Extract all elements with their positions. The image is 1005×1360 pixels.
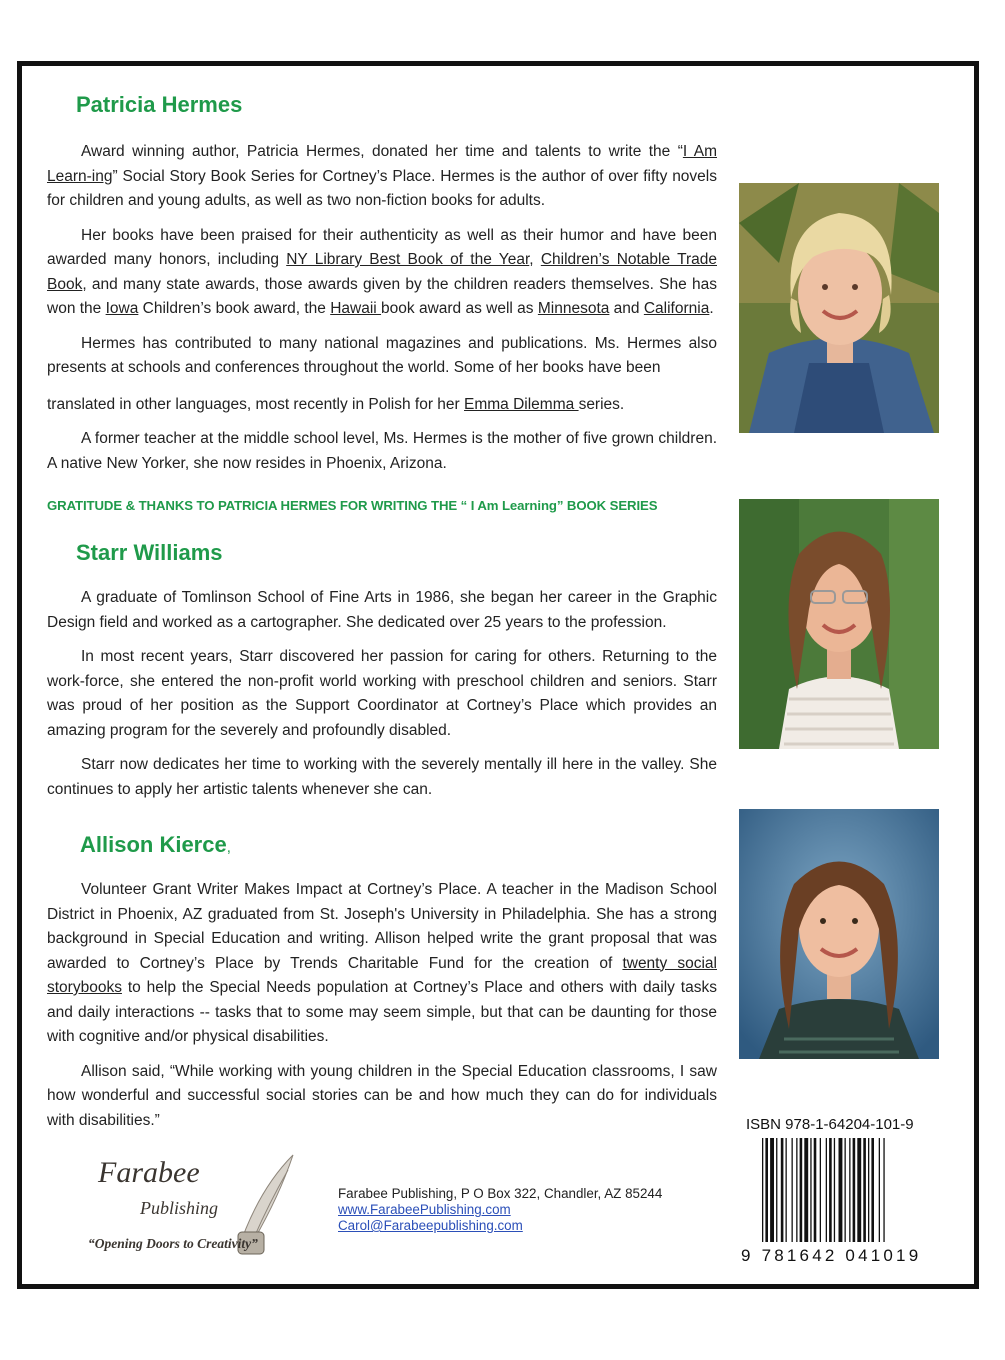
barcode-bar — [796, 1138, 797, 1242]
author-name-kierce: Allison Kierce, — [80, 832, 231, 857]
barcode — [760, 1138, 920, 1248]
barcode-bar — [804, 1138, 808, 1242]
author-name-williams: Starr Williams — [76, 540, 223, 565]
barcode-bar — [765, 1138, 768, 1242]
author-name-hermes: Patricia Hermes — [76, 92, 243, 117]
barcode-bar — [820, 1138, 821, 1242]
barcode-bar — [853, 1138, 856, 1242]
barcode-bar — [857, 1138, 861, 1242]
publisher-website-link[interactable]: www.FarabeePublishing.com — [338, 1202, 511, 1217]
bio-paragraph: In most recent years, Starr discovered her passion for caring for others. Returning to the work-force, she entered the non-profit world working with preschool children and seniors. Starr was proud of her position as the Support Coordinator at Cortney’s Place which provides an amazing program for the severely and profoundly disabled. — [47, 648, 717, 739]
series-link[interactable]: I Am Learn-ing — [47, 143, 717, 185]
barcode-bar — [879, 1138, 880, 1242]
isbn-label: ISBN 978-1-64204-101-9 — [746, 1116, 914, 1133]
barcode-bar — [868, 1138, 869, 1242]
barcode-bar — [849, 1138, 850, 1242]
photo-allison-kierce — [739, 809, 939, 1059]
publisher-email-link[interactable]: Carol@Farabeepublishing.com — [338, 1218, 523, 1233]
logo-tagline: “Opening Doors to Creativity” — [88, 1236, 258, 1251]
gratitude-banner: GRATITUDE & THANKS TO PATRICIA HERMES FOR WRITING THE “ I Am Learning” BOOK SERIES — [47, 498, 658, 513]
publisher-address: Farabee Publishing, P O Box 322, Chandler, AZ 85244 — [338, 1186, 663, 1201]
award-link[interactable]: California — [643, 300, 710, 317]
award-link[interactable]: Hawaii — [330, 300, 382, 317]
award-link[interactable]: Iowa — [105, 300, 139, 317]
barcode-bar — [770, 1138, 774, 1242]
bio-paragraph: Hermes has contributed to many national magazines and publications. Ms. Hermes also presents at schools and conferences throughout the world. Some of her books have been — [47, 334, 717, 376]
bio-paragraph: Her books have been praised for their authenticity as well as their humor and have been awarded many honors, including NY Library Best Book of the Year, Children’s Notable Trade Book, and many state awards, those awards given by the children readers themselves. She has won the Iowa Children’s book award, the Hawaii book award as well as Minnesota and California. — [47, 226, 717, 317]
logo-subtitle: Publishing — [140, 1198, 219, 1218]
photo-patricia-hermes — [739, 183, 939, 433]
bio-paragraph: Starr now dedicates her time to working with the severely mentally ill here in the valley. She continues to apply her artistic talents whenever she can. — [47, 756, 717, 798]
barcode-bar — [839, 1138, 843, 1242]
barcode-bar — [863, 1138, 866, 1242]
barcode-bar — [845, 1138, 846, 1242]
bio-paragraph: A former teacher at the middle school level, Ms. Hermes is the mother of five grown children. A native New Yorker, she now resides in Phoenix, Arizona. — [47, 430, 717, 472]
farabee-logo — [88, 1150, 308, 1262]
bio-paragraph: Award winning author, Patricia Hermes, donated her time and talents to write the “I Am Learn-ing” Social Story Book Series for Cortney’s Place. Hermes is the author of over fifty novels for children and young adults, as well as two non-fiction books for adults. — [47, 143, 717, 209]
barcode-bar — [800, 1138, 803, 1242]
barcode-bar — [762, 1138, 763, 1242]
award-link[interactable]: NY Library Best Book of the Year — [286, 251, 530, 268]
barcode-bar — [792, 1138, 793, 1242]
barcode-bar — [814, 1138, 817, 1242]
award-link[interactable]: Children’s Notable Trade Book — [47, 251, 717, 293]
bio-hermes — [47, 140, 717, 486]
publisher-info — [338, 1186, 662, 1234]
barcode-bar — [786, 1138, 787, 1242]
barcode-bar — [883, 1138, 884, 1242]
barcode-bar — [834, 1138, 835, 1242]
award-link[interactable]: Minnesota — [537, 300, 610, 317]
book-link[interactable]: Emma Dilemma — [464, 395, 579, 413]
bio-paragraph: Volunteer Grant Writer Makes Impact at Cortney’s Place. A teacher in the Madison School District in Phoenix, AZ graduated from St. Joseph's University in Philadelphia. She has a strong background in Special Education and writing. Allison helped write the grant proposal that was awarded to Cortney’s Place by Trends Charitable Fund for the creation of twenty social storybooks to help the Special Needs population at Cortney’s Place and others with daily tasks and daily interactions -- tasks that to some may seem simple, but that can be daunting for those with cognitive and/or physical disabilities. — [47, 881, 717, 1045]
barcode-digits: 9 781642 041019 — [741, 1246, 922, 1265]
photo-starr-williams — [739, 499, 939, 749]
barcode-bar — [826, 1138, 827, 1242]
bio-kierce — [47, 878, 717, 1143]
barcode-bar — [810, 1138, 811, 1242]
barcode-bar — [776, 1138, 777, 1242]
bio-paragraph: Allison said, “While working with young children in the Special Education classrooms, I saw how wonderful and successful social stories can be and how much they can do for individuals with disabilities.” — [47, 1062, 717, 1129]
bio-paragraph: A graduate of Tomlinson School of Fine Arts in 1986, she began her career in the Graphic Design field and worked as a cartographer. She dedicated over 25 years to the profession. — [47, 589, 717, 631]
bio-williams — [47, 586, 717, 812]
bio-paragraph: translated in other languages, most recently in Polish for her Emma Dilemma series. — [47, 395, 625, 413]
barcode-bar — [829, 1138, 832, 1242]
storybooks-link[interactable]: twenty social storybooks — [47, 954, 717, 996]
barcode-bar — [781, 1138, 784, 1242]
barcode-bar — [871, 1138, 874, 1242]
logo-wordmark: Farabee — [98, 1156, 200, 1189]
